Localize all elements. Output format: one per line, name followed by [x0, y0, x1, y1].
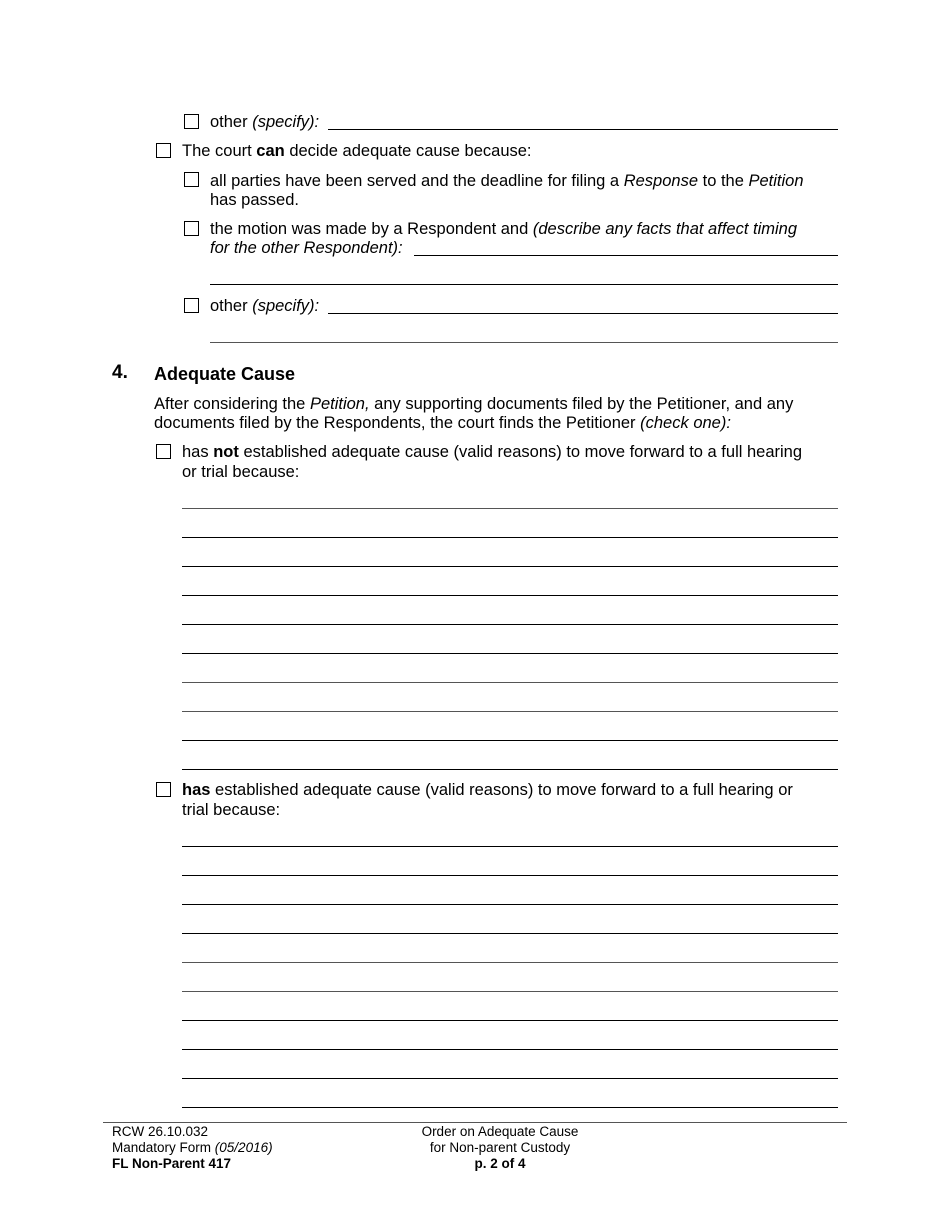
established-checkbox[interactable] — [156, 782, 171, 797]
established-reason-line[interactable] — [182, 1020, 838, 1021]
other-specify-2-field-1[interactable] — [328, 313, 838, 314]
established-text-line1: has established adequate cause (valid reasons) to move forward to a full hearing or — [182, 781, 793, 799]
established-reason-line[interactable] — [182, 962, 838, 963]
established-reason-line[interactable] — [182, 1049, 838, 1050]
footer-form-id: FL Non-Parent 417 — [112, 1156, 232, 1171]
other-specify-field[interactable] — [328, 129, 838, 130]
not-established-text-line1: has not established adequate cause (valid reasons) to move forward to a full hearing — [182, 443, 803, 461]
motion-facts-field-2[interactable] — [210, 284, 838, 285]
not-established-text-line2: or trial because: — [182, 463, 300, 481]
not-established-reason-line[interactable] — [182, 595, 838, 596]
not-established-reason-line[interactable] — [182, 682, 838, 683]
section-title: Adequate Cause — [154, 364, 296, 384]
section4-intro-line2: documents filed by the Respondents, the court finds the Petitioner (check one): — [154, 414, 731, 432]
established-reason-line[interactable] — [182, 991, 838, 992]
motion-respondent-checkbox[interactable] — [184, 221, 199, 236]
footer-doc-title-1: Order on Adequate Cause — [421, 1124, 579, 1139]
established-reason-line[interactable] — [182, 846, 838, 847]
parties-served-text-line2: has passed. — [210, 191, 299, 209]
motion-respondent-text-line2: for the other Respondent): — [210, 239, 403, 257]
established-reason-line[interactable] — [182, 933, 838, 934]
not-established-reason-line[interactable] — [182, 769, 838, 770]
motion-respondent-text-line1: the motion was made by a Respondent and (describe any facts that affect timing — [210, 220, 798, 238]
other-specify-checkbox[interactable] — [184, 114, 199, 129]
established-reason-line[interactable] — [182, 875, 838, 876]
section4-intro-line1: After considering the Petition, any supporting documents filed by the Petitioner, and any — [154, 395, 794, 413]
other-specify-2-checkbox[interactable] — [184, 298, 199, 313]
established-reason-line[interactable] — [182, 1078, 838, 1079]
section-number: 4. — [112, 362, 128, 383]
court-can-decide-checkbox[interactable] — [156, 143, 171, 158]
not-established-reason-line[interactable] — [182, 653, 838, 654]
footer-divider — [103, 1122, 847, 1123]
not-established-reason-line[interactable] — [182, 711, 838, 712]
not-established-reason-line[interactable] — [182, 508, 838, 509]
parties-served-text-line1: all parties have been served and the deadline for filing a Response to the Petition — [210, 172, 804, 190]
footer-statute: RCW 26.10.032 — [112, 1124, 209, 1139]
not-established-reason-line[interactable] — [182, 537, 838, 538]
footer-left — [112, 1124, 273, 1172]
footer-mandatory-form: Mandatory Form (05/2016) — [112, 1140, 273, 1155]
not-established-reason-line[interactable] — [182, 740, 838, 741]
other-specify-2-text: other (specify): — [210, 297, 320, 315]
established-reason-line[interactable] — [182, 904, 838, 905]
established-reason-line[interactable] — [182, 1107, 838, 1108]
footer-page-number: p. 2 of 4 — [474, 1156, 526, 1171]
not-established-checkbox[interactable] — [156, 444, 171, 459]
not-established-reason-line[interactable] — [182, 624, 838, 625]
not-established-reason-line[interactable] — [182, 566, 838, 567]
footer-center — [380, 1124, 620, 1172]
other-specify-text: other (specify): — [210, 113, 320, 131]
motion-facts-field-1[interactable] — [414, 255, 838, 256]
parties-served-checkbox[interactable] — [184, 172, 199, 187]
court-can-decide-text: The court can decide adequate cause because: — [182, 142, 532, 160]
other-specify-2-field-2[interactable] — [210, 342, 838, 343]
established-text-line2: trial because: — [182, 801, 281, 819]
footer-doc-title-2: for Non-parent Custody — [429, 1140, 571, 1155]
